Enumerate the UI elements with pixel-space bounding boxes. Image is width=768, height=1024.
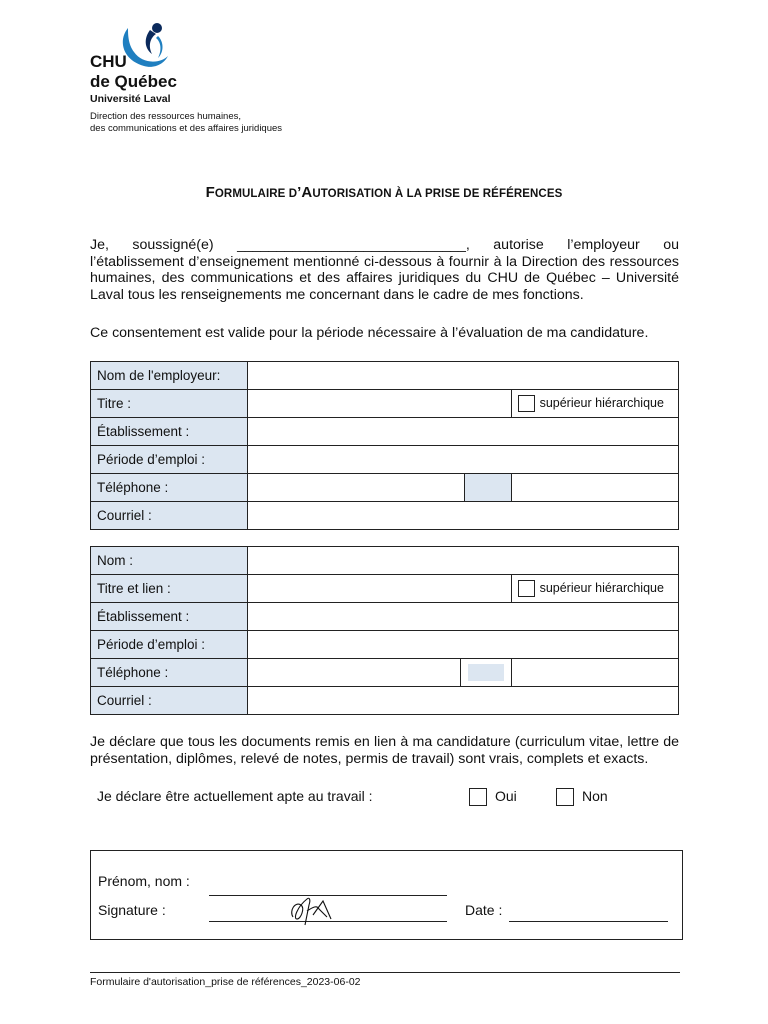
handwritten-signature-icon [287, 891, 339, 927]
reference-table [90, 546, 679, 715]
logo-text-quebec: de Québec [90, 72, 177, 91]
signatory-name-blank[interactable]: _____________________________ [237, 237, 466, 253]
reference-phone-secondary-field[interactable] [511, 659, 678, 687]
title-cap-2: A [301, 184, 313, 201]
table-row [91, 474, 679, 502]
authorization-paragraph [90, 237, 679, 303]
title-rest-2: UTORISATION À LA PRISE DE RÉFÉRENCES [312, 188, 563, 200]
table-row [91, 575, 679, 603]
reference-period-label: Période d’emploi : [91, 631, 248, 659]
reference-phone-extension-field[interactable] [460, 659, 511, 687]
table-row [91, 390, 679, 418]
employer-title-label: Titre : [91, 390, 248, 418]
reference-email-label: Courriel : [91, 687, 248, 715]
fitness-no-label: Non [582, 788, 608, 804]
consent-paragraph: Ce consentement est valide pour la période nécessaire à l’évaluation de ma candidature. [90, 325, 649, 341]
employer-supervisor-checkbox[interactable] [518, 395, 535, 412]
title-cap-1: F [205, 184, 215, 201]
reference-phone-field[interactable] [248, 659, 460, 687]
table-row [91, 362, 679, 390]
department-name [90, 111, 282, 135]
reference-name-label: Nom : [91, 547, 248, 575]
employer-institution-field[interactable] [248, 418, 679, 446]
reference-email-field[interactable] [248, 687, 679, 715]
reference-period-field[interactable] [248, 631, 679, 659]
table-row [91, 547, 679, 575]
table-row [91, 631, 679, 659]
fitness-yes-option[interactable] [469, 788, 517, 806]
reference-institution-label: Établissement : [91, 603, 248, 631]
department-line-1: Direction des ressources humaines, [90, 111, 242, 122]
title-apostrophe: ’ [297, 184, 302, 201]
employer-period-label: Période d’emploi : [91, 446, 248, 474]
reference-title-field[interactable] [248, 575, 511, 603]
employer-title-field[interactable] [248, 390, 511, 418]
date-line[interactable] [509, 921, 668, 922]
date-label: Date : [465, 902, 503, 918]
logo-text-chu: CHU [90, 52, 127, 71]
employer-phone-label: Téléphone : [91, 474, 248, 502]
employer-period-field[interactable] [248, 446, 679, 474]
footer-text: Formulaire d'autorisation_prise de références_2023-06-02 [90, 976, 361, 988]
table-row [91, 659, 679, 687]
reference-institution-field[interactable] [248, 603, 679, 631]
signature-section [90, 850, 683, 940]
footer-divider [90, 972, 680, 973]
extension-highlight [468, 664, 504, 681]
employer-name-field[interactable] [248, 362, 679, 390]
employer-phone-extension-field[interactable] [464, 474, 511, 502]
employer-phone-secondary-field[interactable] [511, 474, 678, 502]
employer-supervisor-label: supérieur hiérarchique [539, 395, 664, 410]
employer-institution-label: Établissement : [91, 418, 248, 446]
reference-supervisor-label: supérieur hiérarchique [539, 580, 664, 595]
declaration-paragraph: Je déclare que tous les documents remis en lien à ma candidature (curriculum vitae, lettre de présentation, diplômes, relevé de notes, permis de travail) sont vrais, complets et exacts. [90, 734, 679, 767]
full-name-label: Prénom, nom : [98, 873, 190, 889]
logo-text-laval: Université Laval [90, 93, 171, 105]
reference-supervisor-checkbox[interactable] [518, 580, 535, 597]
employer-email-field[interactable] [248, 502, 679, 530]
reference-name-field[interactable] [248, 547, 679, 575]
chu-logo [90, 20, 210, 106]
employer-table [90, 361, 679, 530]
table-row [91, 603, 679, 631]
reference-title-label: Titre et lien : [91, 575, 248, 603]
employer-name-label: Nom de l'employeur: [91, 362, 248, 390]
reference-phone-label: Téléphone : [91, 659, 248, 687]
table-row [91, 418, 679, 446]
intro-part-1: Je, soussigné(e) [90, 237, 238, 253]
signature-label: Signature : [98, 902, 166, 918]
form-title [0, 184, 768, 201]
department-line-2: des communications et des affaires juridiques [90, 123, 283, 134]
reference-supervisor-option[interactable] [511, 575, 678, 603]
fitness-question: Je déclare être actuellement apte au travail : [97, 788, 373, 804]
table-row [91, 502, 679, 530]
fitness-no-checkbox[interactable] [556, 788, 574, 806]
fitness-no-option[interactable] [556, 788, 608, 806]
table-row [91, 446, 679, 474]
table-row [91, 687, 679, 715]
fitness-yes-label: Oui [495, 788, 517, 804]
title-rest-1: ORMULAIRE D [214, 188, 298, 200]
intro-part-2: , autorise l’employeur ou l’établissement d’enseignement mentionné ci-dessous à fournir à la Direction des ressources humaines, des communications et des affaires juridiques du CHU de Québec – Université Laval tous les renseignements me concernant dans le cadre de mes fonctions. [90, 237, 679, 303]
employer-phone-field[interactable] [248, 474, 464, 502]
employer-supervisor-option[interactable] [511, 390, 678, 418]
fitness-yes-checkbox[interactable] [469, 788, 487, 806]
employer-email-label: Courriel : [91, 502, 248, 530]
